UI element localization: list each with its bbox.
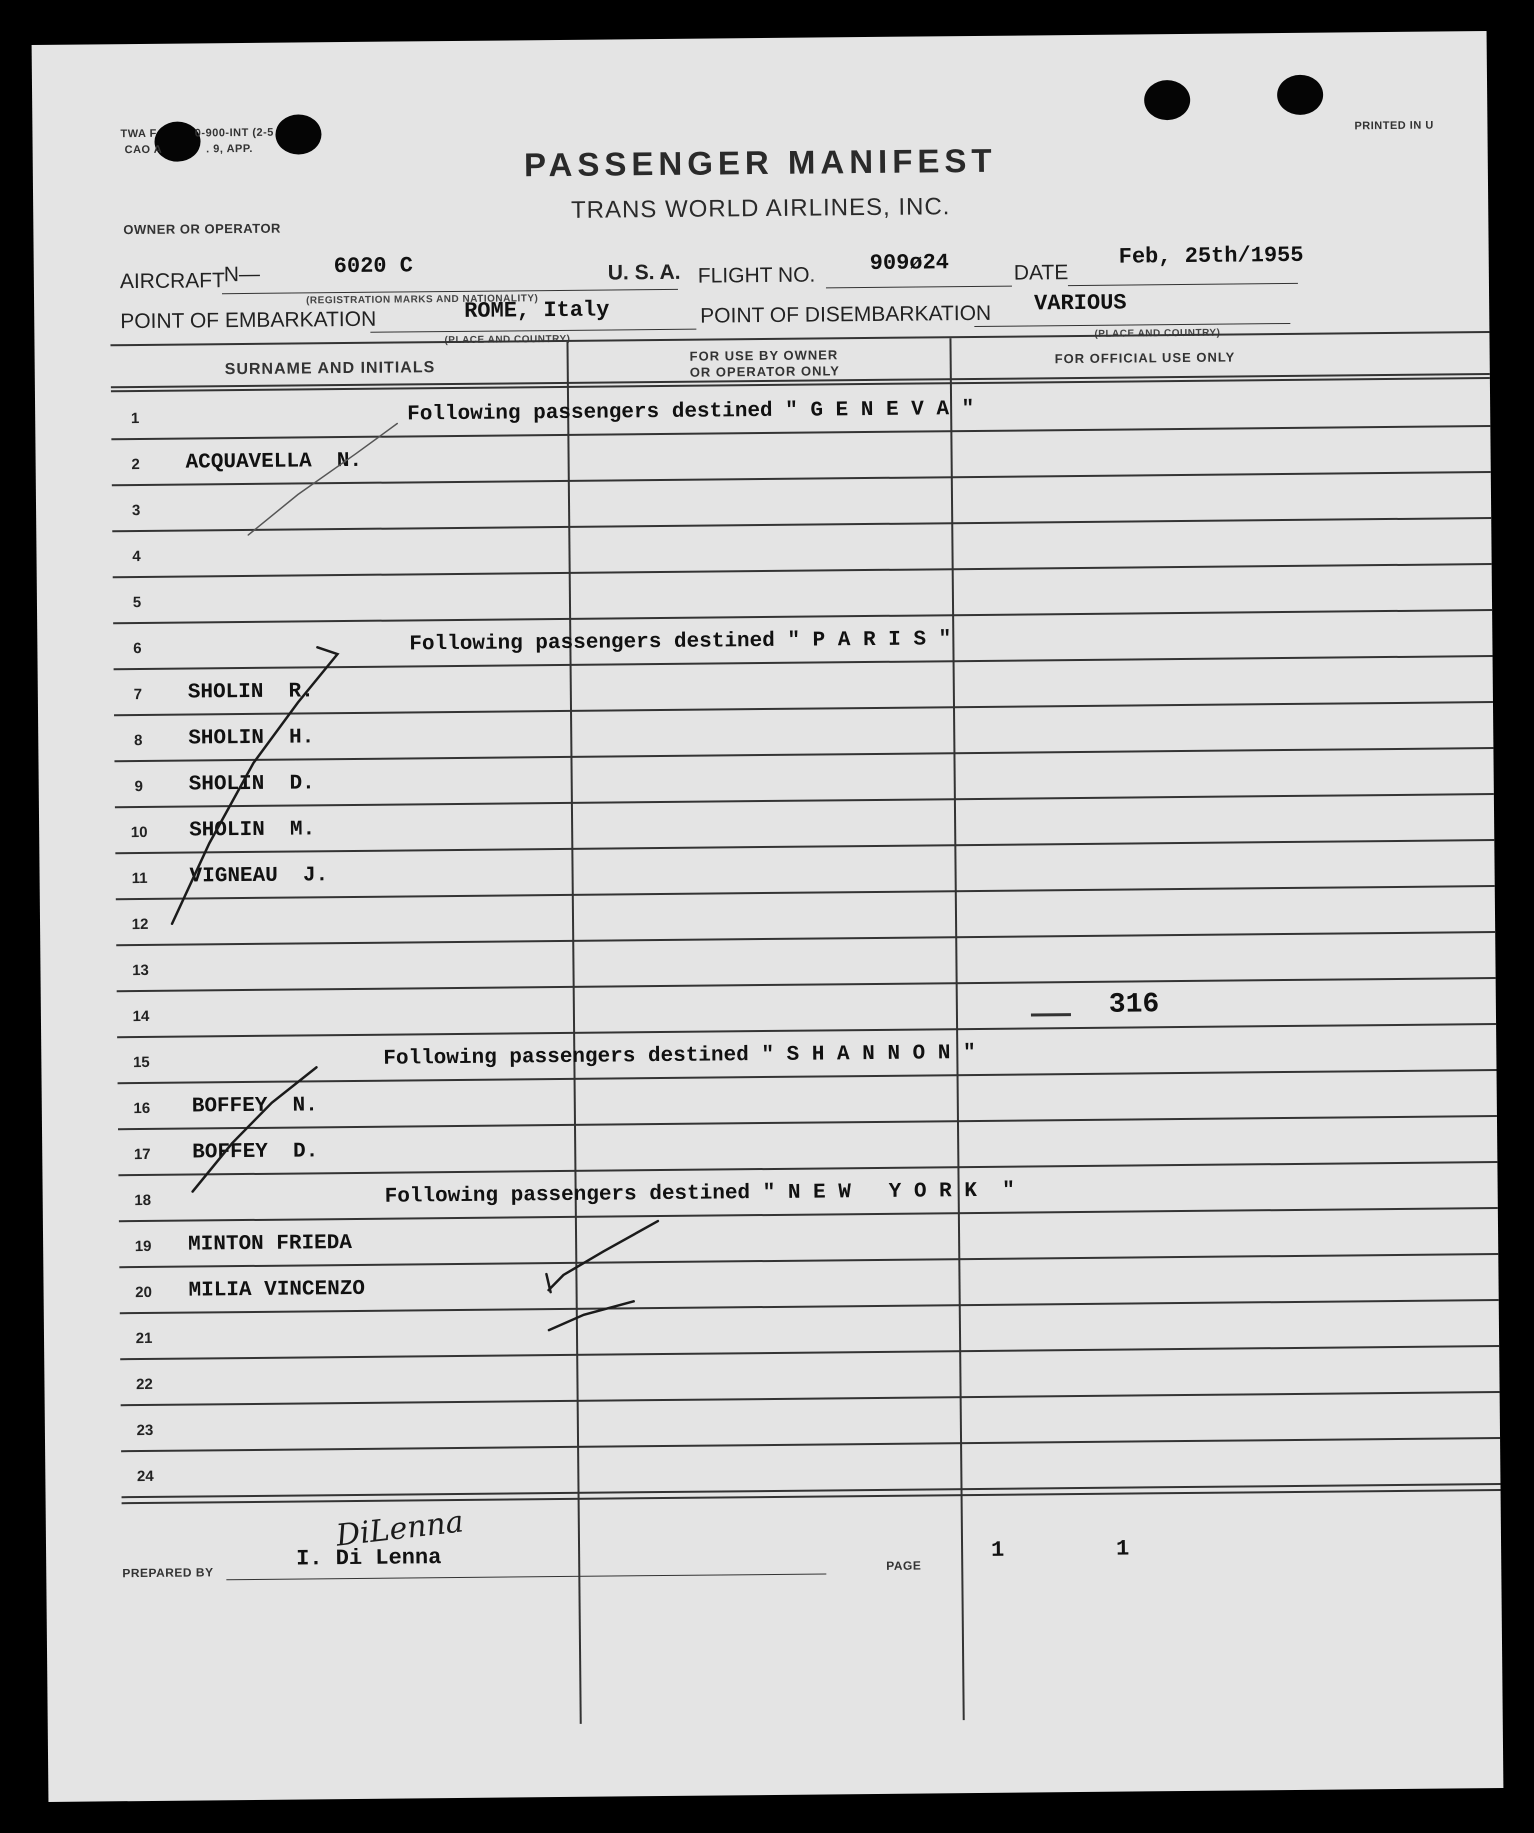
passenger-name: BOFFEY D.	[192, 1140, 319, 1165]
row-number: 12	[131, 915, 149, 934]
column-header-owner-use: FOR USE BY OWNER OR OPERATOR ONLY	[689, 347, 840, 380]
embarkation-caption: (PLACE AND COUNTRY)	[444, 333, 571, 347]
prepared-by-label: PREPARED BY	[122, 1565, 214, 1581]
embarkation-point: ROME, Italy	[464, 297, 610, 324]
destination-note: Following passengers destined " G E N E V A "	[407, 397, 975, 427]
row-number: 23	[136, 1421, 154, 1440]
row-number: 9	[134, 777, 143, 796]
passenger-name: MINTON FRIEDA	[188, 1232, 353, 1257]
check-mark-shannon	[191, 1067, 317, 1191]
row-number: 1	[130, 410, 140, 428]
row-number: 4	[132, 548, 141, 566]
embarkation-label: POINT OF EMBARKATION	[120, 307, 377, 334]
row-number: 24	[136, 1467, 154, 1486]
passenger-name: SHOLIN R.	[187, 680, 314, 705]
aircraft-label: AIRCRAFT	[119, 269, 225, 294]
disembarkation-label: POINT OF DISEMBARKATION	[700, 301, 992, 328]
check-mark-paris	[169, 647, 340, 924]
row-number: 20	[135, 1283, 153, 1302]
row-number: 22	[136, 1375, 153, 1394]
disembarkation-caption: (PLACE AND COUNTRY)	[1094, 327, 1221, 340]
printed-in-note: PRINTED IN U	[1354, 119, 1434, 133]
row-number: 5	[132, 593, 142, 612]
row-number: 16	[133, 1099, 151, 1118]
row-number: 21	[135, 1329, 153, 1348]
disembarkation-point: VARIOUS	[1034, 290, 1127, 317]
passenger-name: SHOLIN H.	[188, 726, 315, 751]
flight-number: 909ø24	[869, 250, 950, 276]
row-number: 10	[130, 823, 148, 842]
destination-note: Following passengers destined " S H A N N O N "	[383, 1042, 976, 1071]
flight-number-label: FLIGHT NO.	[697, 263, 816, 288]
aircraft-registration: 6020 C	[333, 253, 414, 280]
row-number: 7	[133, 685, 143, 704]
row-number: 15	[132, 1053, 150, 1072]
page-number: 1	[990, 1537, 1005, 1563]
aircraft-prefix: N—	[223, 262, 261, 287]
handwritten-signature: DiLenna	[334, 1504, 466, 1554]
form-code-line2: CAO A . 9, APP.	[124, 142, 253, 157]
passenger-name: VIGNEAU J.	[189, 864, 329, 889]
pen-tick-marks	[32, 31, 1504, 1802]
check-mark-milia	[549, 1301, 634, 1330]
passenger-name: SHOLIN M.	[189, 818, 316, 843]
column-header-surname: SURNAME AND INITIALS	[224, 359, 436, 379]
row-number: 2	[131, 456, 140, 474]
column-header-official-use: FOR OFFICIAL USE ONLY	[1054, 349, 1236, 367]
destination-note: Following passengers destined " P A R I S "	[409, 628, 952, 657]
destination-note: Following passengers destined " N E W Y O R K "	[384, 1179, 1015, 1209]
row-number: 13	[132, 961, 149, 980]
row-number: 14	[132, 1007, 150, 1026]
row-number: 8	[134, 731, 143, 750]
date-label: DATE	[1013, 261, 1069, 285]
registration-caption: (REGISTRATION MARKS AND NATIONALITY)	[306, 293, 539, 307]
page-total: 1	[1115, 1536, 1130, 1562]
row-number: 3	[131, 502, 141, 520]
official-use-mark: 316	[1108, 989, 1160, 1021]
passenger-name: ACQUAVELLA N.	[185, 449, 363, 475]
page-label: PAGE	[886, 1558, 922, 1573]
prepared-by-name: I. Di Lenna	[296, 1545, 442, 1572]
row-number: 19	[134, 1237, 152, 1256]
row-number: 11	[131, 869, 148, 888]
row-number: 6	[133, 639, 142, 658]
row-number: 17	[133, 1145, 151, 1164]
company-name: TRANS WORLD AIRLINES, INC.	[570, 193, 951, 224]
row-number: 18	[134, 1191, 152, 1210]
owner-operator-label: OWNER OR OPERATOR	[123, 220, 281, 238]
check-mark-minton	[548, 1221, 659, 1290]
nationality: U. S. A.	[607, 260, 681, 285]
manifest-sheet	[32, 31, 1504, 1802]
passenger-name: MILIA VINCENZO	[188, 1277, 366, 1303]
form-code-line1: TWA F 0-900-INT (2-5	[120, 126, 274, 141]
check-mark-geneva	[247, 424, 398, 535]
passenger-name: SHOLIN D.	[188, 772, 315, 797]
passenger-name: BOFFEY N.	[191, 1094, 318, 1119]
flight-date: Feb, 25th/1955	[1118, 242, 1304, 270]
page-title: PASSENGER MANIFEST	[523, 141, 997, 184]
